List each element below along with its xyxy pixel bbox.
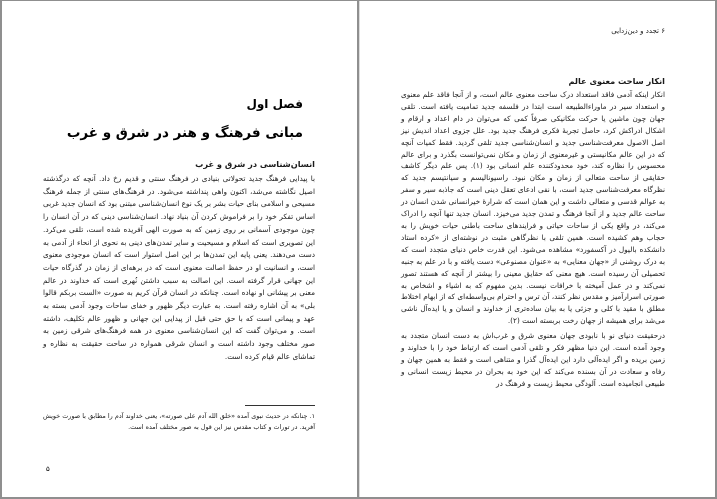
body-text — [401, 89, 665, 393]
chapter-title: مبانی فرهنگ و هنر در شرق و غرب — [66, 125, 303, 141]
paragraph: انکار اینکه آدمی فاقد استعداد درک ساحت معنوی عالم است، و از آنجا فاقد علم معنوی و استعداد سیر در ماوراءالطبیعه است ابتدا در فلسفه جدید تمامیت یافته است. تلقی جهان چون ماشین یا حرکت مکانیکی صرفاً کمی که می‌توان در دام اعداد و ارقام و اشکال ادراکش کرد، حاصل تجربهٔ فکری فرهنگ جدید بود. علل جزوی اعداد اندیش نیز اصل الاصول معرفت‌شناسی جدید و انسان‌شناسی جدید تلقی گردید. فقط کمیات آنچه که در این عالم مکانیستی و غیرمعنوی از زمان و مکان نمی‌توانست بگذرد و برای عالم محسوس را نظاره کند، خود محدودکننده علم انسانی بود (۱). پس علم دیگر کاشف حقایقی از ساحت متعالی از زمان و مکان نبود. راسیونالیسم و سیانتیسم جدید که نظرگاه معرفت‌شناسی جدید است، با نفی ادعای تعقل دینی است که جاذبه سیر و سفر به عوالم قدسی و متعالی داشت و این همان است که شرارهٔ خیرانسانی شدن انسان در ساحت عالم جدید و از آنجا فرهنگ و تمدن جدید می‌خیزد. انسان جدید تنها آنچه را ادراک می‌کند، در واقع یکی از ساحات حیاتی و فرایندهای ساحت باطنی حیات خویش را به حجاب وهم کشیده است. همین تلقی با نظرگاهی مثبت در نوشته‌ای از «کرده استاد دانشکده بالیول در آکسفورد» مشاهده می‌شود. این قدرت خاص دنیای متجدد است که به درک روشنی از «جهان معنایی» به «عنوان مصنوعی» دست یافته و با در علم به جنبه تحصیلی آن رسیده است. هیچ معنی که حقایق معینی را بیشتر از آنچه که هستند تصور نمی‌کند و در عمل آمیخته با خرافات نیست. بدین مفهوم که به اشیاء و اشخاص به صورتی اسرارآمیز و مقدس نظر کنند، آن ترس و احترام بی‌واسطه‌ای که از ابهام اختلاط مطلق با مقید با کلی و جزئی یا به بیان ساده‌تری از خداوند و انسان و یا ایده‌آل ناشی می‌شد برای همیشه از جهان رخت بربسته است (۲). — [401, 90, 666, 326]
section-heading: انسان‌شناسی در شرق و غرب — [195, 159, 315, 169]
body-text: با پیدایی فرهنگ جدید تحولاتی بنیادی در فرهنگ سنتی و قدیم رخ داد. آنچه که درگذشته اصیل نگاشته می‌شد، اکنون واهی پنداشته می‌شود. در فرهنگ‌های سنتی از جمله فرهنگ مسیحی و اسلامی بنای حیات بشر بر یک نوع انسان‌شناسی مبتنی بود که انسان جدید غربی اساس تفکر خود را بر فراموش کردن آن بنیاد نهاد. انسان‌شناسی دینی که در آن انسان را چون موجودی آسمانی بر روی زمین که به صورت الهی آفریده شده است، تلقی می‌کرد. این تصویری است که اسلام و مسیحیت و سایر تمدن‌های دینی به نحوی از انحاء از آدمی به دست می‌دهند. یعنی پایه این تمدن‌ها بر این اصل استوار است که انسان موجودی معنوی است، و انسانیت او در حفظ اصالت معنوی است که در برهه‌ای از زمان در گذرگاه حیات این جهانی قرار گرفته است. این اصالت به سبب داشتن نُهری است که خداوند در عالم معنی بر پیشانی او نهاده است. چنانکه در انسان قرآن کریم به صورت «الست بربکم قالوا بلی» به آن اشاره رفته است. به عبارت دیگر ظهور و خفای ساحات وجود آدمی بسته به عهد و پیمانی است که با حق حتی قبل از پیدایی این جهانی و ظهور عالم تکلیف، داشته است. و می‌توان گفت که این انسان‌شناسی معنوی در همه فرهنگ‌های شرقی زمین به صور مختلف وجود داشته است و انسان شرقی همواره در ساحت حقیقت به نظاره و تماشای عالم قیام کرده است. — [43, 174, 315, 361]
page-number: ۵ — [46, 465, 50, 473]
footnote-divider — [245, 405, 315, 406]
header-page-number: ۶ — [661, 27, 665, 35]
left-page — [2, 1, 357, 497]
right-page — [359, 1, 715, 497]
header-title: تجدد و دین‌زدایی — [611, 27, 659, 35]
chapter-label: فصل اول — [246, 97, 303, 111]
running-header — [397, 27, 665, 35]
paragraph: درحقیقت دنیای نو با نابودی جهان معنوی شرق و غرب‌اش به دست انسان متجدد به وجود آمده است. این دنیا مظهر فکر و تلقی آدمی است که ارتباط خود را با خداوند و زمین بریده و اگر ایده‌آلی دارد این ایده‌آل گذرا و متناهی است و فقط به همین جهان و رفاه و سعادت در آن بسنده می‌کند که این خود به بحران در محیط زیست انسانی و طبیعی انجامیده است. آلودگی محیط زیست و فرهنگ در — [401, 331, 665, 388]
footnote: ۱. چنانکه در حدیث نبوی آمده «خلق الله آدم علی صورته»، یعنی خداوند آدم را مطابق با صورت خویش آفرید. در تورات و کتاب مقدس نیز این قول به صور مختلف آمده است. — [43, 412, 315, 431]
section-heading: انکار ساحت معنوی عالم — [568, 76, 665, 86]
